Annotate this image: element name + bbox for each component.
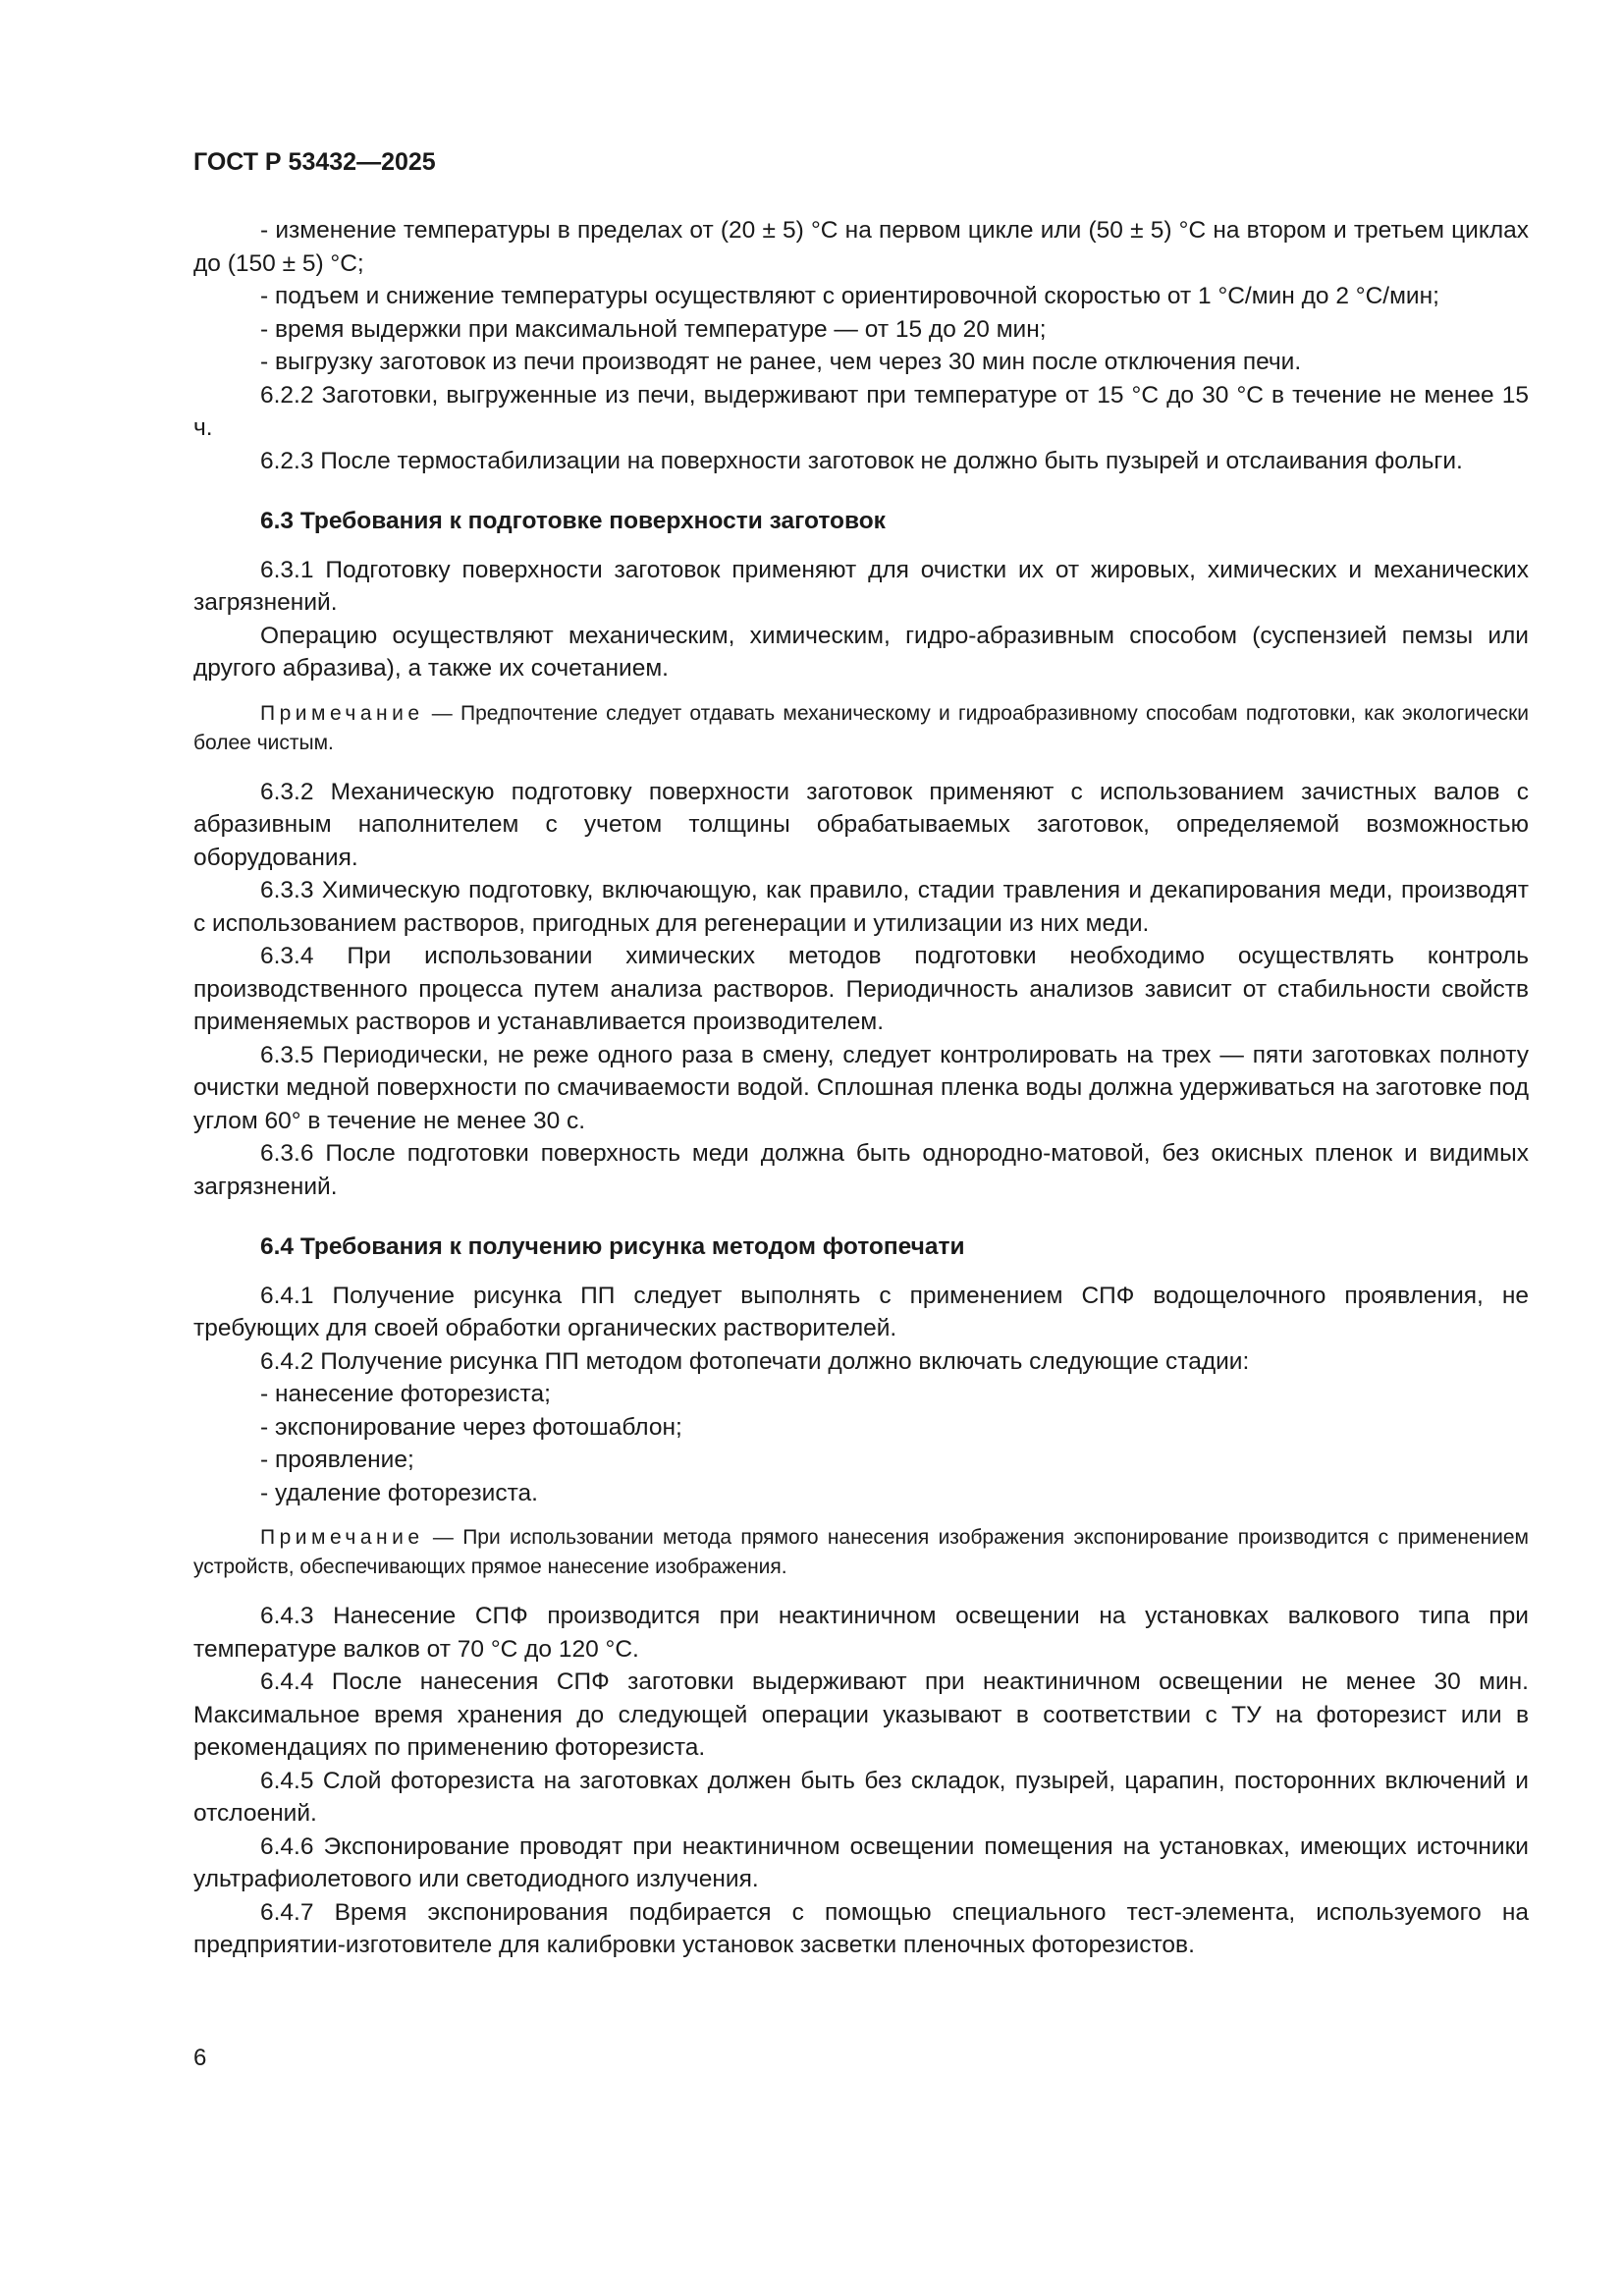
dash-item: - изменение температуры в пределах от (20 ± 5) °С на первом цикле или (50 ± 5) °С на втором и третьем циклах до (150 ± 5) °С; — [193, 217, 1529, 277]
paragraph-6-3-1-cont: Операцию осуществляют механическим, химическим, гидро-абразивным способом (суспензией пемзы или другого абразива), а также их сочетанием. — [193, 622, 1529, 682]
stage-item: - проявление; — [260, 1447, 414, 1473]
note-1 — [193, 699, 1529, 758]
paragraph-6-2-3: 6.2.3 После термостабилизации на поверхности заготовок не должно быть пузырей и отслаивания фольги. — [260, 447, 1463, 474]
paragraph-6-2-2: 6.2.2 Заготовки, выгруженные из печи, выдерживают при температуре от 15 °С до 30 °С в течение не менее 15 ч. — [193, 381, 1529, 441]
document-header: ГОСТ Р 53432—2025 — [193, 148, 436, 176]
paragraph-6-4-1: 6.4.1 Получение рисунка ПП следует выполнять с применением СПФ водощелочного проявления, не требующих для своей обработки органических растворителей. — [193, 1282, 1529, 1341]
paragraph-6-3-5: 6.3.5 Периодически, не реже одного раза в смену, следует контролировать на трех — пяти заготовках полноту очистки медной поверхности по смачиваемости водой. Сплошная пленка воды должна удерживаться на заготовке под углом 60° в течение не менее 30 с. — [193, 1041, 1529, 1134]
note-text: — При использовании метода прямого нанесения изображения экспонирование производится с применением устройств, обеспечивающих прямое нанесение изображения. — [193, 1526, 1529, 1578]
dash-item: - выгрузку заготовок из печи производят не ранее, чем через 30 мин после отключения печи. — [260, 349, 1302, 375]
dash-item: - время выдержки при максимальной температуре — от 15 до 20 мин; — [260, 315, 1047, 343]
paragraph-6-4-6: 6.4.6 Экспонирование проводят при неактиничном освещении помещения на установках, имеющих источники ультрафиолетового или светодиодного излучения. — [193, 1832, 1529, 1892]
paragraph-6-3-6: 6.3.6 После подготовки поверхность меди должна быть однородно-матовой, без окисных пленок и видимых загрязнений. — [193, 1140, 1529, 1200]
note-label: Примечание — [260, 701, 424, 725]
section-heading-6-3: 6.3 Требования к подготовке поверхности заготовок — [260, 508, 886, 534]
paragraph-6-4-7: 6.4.7 Время экспонирования подбирается с помощью специального тест-элемента, используемого на предприятии-изготовителе для калибровки установок засветки пленочных фоторезистов. — [193, 1898, 1529, 1958]
paragraph-6-4-4: 6.4.4 После нанесения СПФ заготовки выдерживают при неактиничном освещении не менее 30 мин. Максимальное время хранения до следующей операции указывают в соответствии с ТУ на фоторезист или в рекомендациях по применению фоторезиста. — [193, 1668, 1529, 1761]
paragraph-6-4-3: 6.4.3 Нанесение СПФ производится при неактиничном освещении на установках валкового типа при температуре валков от 70 °С до 120 °С. — [193, 1603, 1529, 1663]
paragraph-6-3-1: 6.3.1 Подготовку поверхности заготовок применяют для очистки их от жировых, химических и механических загрязнений. — [193, 556, 1529, 616]
note-text: — Предпочтение следует отдавать механическому и гидроабразивному способам подготовки, как экологически более чистым. — [193, 701, 1529, 754]
stage-item: - удаление фоторезиста. — [260, 1479, 538, 1506]
paragraph-6-3-2: 6.3.2 Механическую подготовку поверхности заготовок применяют с использованием зачистных валов с абразивным наполнителем с учетом толщины обрабатываемых заготовок, определяемой возможностью оборудования. — [193, 778, 1529, 871]
stage-item: - нанесение фоторезиста; — [260, 1381, 551, 1407]
section-heading-6-4: 6.4 Требования к получению рисунка методом фотопечати — [260, 1233, 965, 1260]
page-number: 6 — [193, 2045, 207, 2071]
paragraph-6-4-2: 6.4.2 Получение рисунка ПП методом фотопечати должно включать следующие стадии: — [260, 1347, 1250, 1375]
stage-item: - экспонирование через фотошаблон; — [260, 1413, 682, 1441]
paragraph-6-3-3: 6.3.3 Химическую подготовку, включающую, как правило, стадии травления и декапирования меди, производят с использованием растворов, пригодных для регенерации и утилизации из них меди. — [193, 877, 1529, 937]
dash-item: - подъем и снижение температуры осуществляют с ориентировочной скоростью от 1 °С/мин до 2 °С/мин; — [260, 283, 1439, 309]
note-label: Примечание — [260, 1526, 424, 1549]
paragraph-6-3-4: 6.3.4 При использовании химических методов подготовки необходимо осуществлять контроль производственного процесса путем анализа растворов. Периодичность анализов зависит от стабильности свойств применяемых растворов и устанавливается производителем. — [193, 943, 1529, 1035]
note-2 — [193, 1523, 1529, 1582]
document-page — [193, 147, 1529, 1962]
paragraph-6-4-5: 6.4.5 Слой фоторезиста на заготовках должен быть без складок, пузырей, царапин, посторонних включений и отслоений. — [193, 1767, 1529, 1827]
